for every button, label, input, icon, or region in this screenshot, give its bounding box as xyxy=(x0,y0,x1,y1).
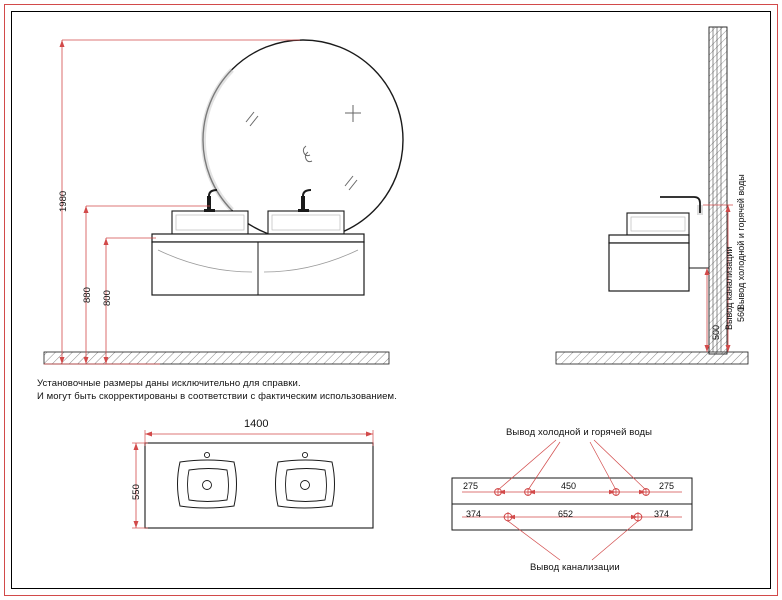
note-line-2: И могут быть скорректированы в соответствии с фактическим использованием. xyxy=(37,391,397,402)
connections-title-water: Вывод холодной и горячей воды xyxy=(506,427,653,438)
dim-1400: 1400 xyxy=(244,418,269,430)
note-line-1: Установочные размеры даны исключительно для справки. xyxy=(37,378,301,389)
side-label-water-outlet: Вывод холодной и горячей воды xyxy=(736,174,746,310)
connections-title-sewer: Вывод канализации xyxy=(530,562,620,573)
dim-1980: 1980 xyxy=(58,190,69,212)
conn-dim-275-left: 275 xyxy=(463,481,479,491)
conn-dim-374-left: 374 xyxy=(466,509,482,519)
conn-dim-374-right: 374 xyxy=(654,509,670,519)
side-label-sewer-outlet: Вывод канализации xyxy=(724,246,734,330)
conn-dim-450: 450 xyxy=(561,481,577,491)
dim-880: 880 xyxy=(82,287,93,303)
side-dim-560: 560 xyxy=(736,306,746,322)
dim-550: 550 xyxy=(131,484,142,500)
side-dim-500: 500 xyxy=(711,324,721,340)
dim-800: 800 xyxy=(102,290,113,306)
conn-dim-275-right: 275 xyxy=(659,481,675,491)
conn-dim-652: 652 xyxy=(558,509,574,519)
